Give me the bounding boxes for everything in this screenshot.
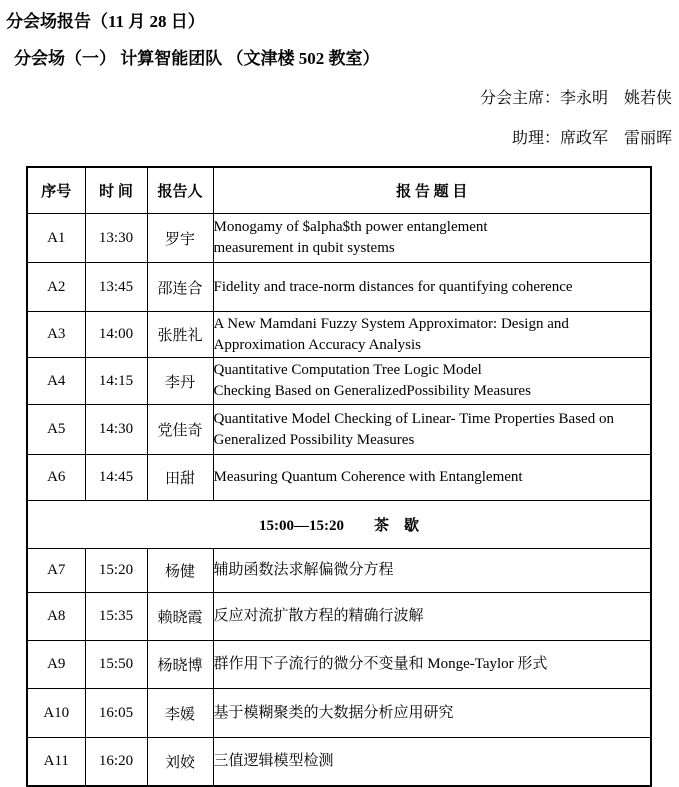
title-line: 群作用下子流行的微分不变量和 Monge-Taylor 形式 [213,656,548,672]
row-time-cell: 15:20 [85,549,147,593]
row-speaker-cell: 罗宇 [147,214,213,263]
title-line: Monogamy of $alpha$th power entanglement [213,219,488,235]
schedule-table [26,166,652,787]
row-time-cell: 14:30 [85,405,147,455]
row-title-cell [213,263,651,312]
row-speaker-cell: 赖晓霞 [147,593,213,641]
title-line: 三值逻辑模型检测 [213,753,334,769]
col-header-time: 时 间 [85,167,147,214]
title-line: measurement in qubit systems [213,240,395,256]
row-title-cell [213,214,651,263]
title-line: Approximation Accuracy Analysis [213,336,421,353]
row-speaker-cell: 刘姣 [147,738,213,787]
row-time-cell: 13:30 [85,214,147,263]
title-line: Fidelity and trace-norm distances for quantifying coherence [213,278,573,295]
row-id-cell: A8 [27,593,85,641]
row-speaker-cell: 党佳奇 [147,405,213,455]
row-id-cell: A9 [27,641,85,689]
break-row [27,501,651,549]
row-id-cell: A4 [27,358,85,405]
title-line: Quantitative Computation Tree Logic Model [213,362,482,378]
title-line: 辅助函数法求解偏微分方程 [213,562,394,578]
row-speaker-cell: 邵连合 [147,263,213,312]
chair-line: 分会主席：李永明 姚若侠 [479,90,672,107]
row-id-cell: A11 [27,738,85,787]
table-row [27,263,651,312]
row-speaker-cell: 张胜礼 [147,312,213,358]
page-title: 分会场报告（11 月 28 日） [6,12,205,31]
row-id-cell: A2 [27,263,85,312]
row-time-cell: 14:00 [85,312,147,358]
col-header-speaker: 报告人 [147,167,213,214]
row-id-cell: A5 [27,405,85,455]
row-time-cell: 16:05 [85,689,147,738]
row-title-cell [213,549,651,593]
row-time-cell: 15:35 [85,593,147,641]
conference-schedule-page [0,12,679,787]
table-row [27,405,651,455]
title-line: Measuring Quantum Coherence with Entanglement [213,469,523,485]
assistant-line: 助理：席政军 雷丽晖 [511,130,672,147]
session-title: 分会场（一） 计算智能团队 （文津楼 502 教室） [14,49,380,68]
table-row [27,738,651,787]
table-row [27,455,651,501]
row-title-cell [213,455,651,501]
row-time-cell: 13:45 [85,263,147,312]
row-time-cell: 16:20 [85,738,147,787]
row-title-cell [213,738,651,787]
title-line: 基于模糊聚类的大数据分析应用研究 [213,704,454,721]
row-speaker-cell: 杨晓博 [147,641,213,689]
row-time-cell: 14:45 [85,455,147,501]
row-title-cell [213,593,651,641]
title-line: Checking Based on GeneralizedPossibility Measures [213,383,531,399]
row-id-cell: A3 [27,312,85,358]
row-title-cell [213,641,651,689]
col-header-index: 序号 [27,167,85,214]
row-speaker-cell: 田甜 [147,455,213,501]
table-header-row [27,167,651,214]
title-line: Quantitative Model Checking of Linear- Time Properties Based on [213,410,614,427]
row-title-cell [213,358,651,405]
row-id-cell: A6 [27,455,85,501]
row-id-cell: A10 [27,689,85,738]
row-speaker-cell: 李丹 [147,358,213,405]
row-title-cell [213,689,651,738]
title-line: 反应对流扩散方程的精确行波解 [213,608,424,624]
row-speaker-cell: 李媛 [147,689,213,738]
title-line: A New Mamdani Fuzzy System Approximator: Design and [213,315,569,332]
row-id-cell: A1 [27,214,85,263]
row-id-cell: A7 [27,549,85,593]
table-row [27,214,651,263]
row-speaker-cell: 杨健 [147,549,213,593]
col-header-title: 报 告 题 目 [213,167,651,214]
row-time-cell: 14:15 [85,358,147,405]
table-row [27,312,651,358]
title-line: Generalized Possibility Measures [213,431,415,448]
table-row [27,593,651,641]
row-time-cell: 15:50 [85,641,147,689]
row-title-cell [213,312,651,358]
table-row [27,641,651,689]
break-cell: 15:00—15:20 茶 歇 [27,501,651,549]
table-row [27,358,651,405]
table-row [27,549,651,593]
table-row [27,689,651,738]
row-title-cell [213,405,651,455]
